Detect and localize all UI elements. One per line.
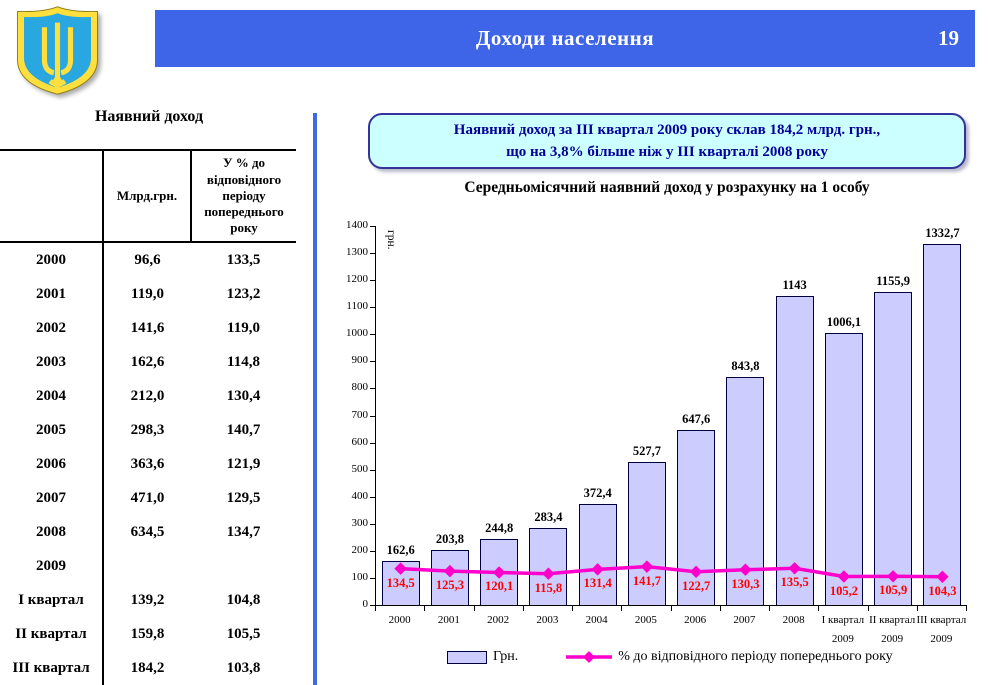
row-period-label: 2008 [36, 523, 66, 540]
trend-point [493, 566, 505, 578]
y-tick-mark [370, 226, 375, 227]
y-tick-label: 0 [362, 598, 368, 610]
row-value-pct: 129,5 [226, 489, 261, 506]
col-header-mlrd: Млрд.грн. [103, 150, 191, 242]
row-period-label: 2000 [36, 251, 66, 268]
trend-point [394, 562, 406, 574]
page-title: Доходи населення [475, 26, 655, 50]
x-tick-label-line: 2009 [930, 632, 953, 645]
x-tick-label [618, 611, 673, 630]
legend-bar-swatch [447, 651, 487, 664]
row-value-mlrd: 141,6 [103, 311, 191, 345]
x-tick-label [766, 611, 821, 630]
pct-value-label: 130,3 [731, 576, 760, 591]
row-value-pct: 105,5 [226, 625, 261, 642]
bar-value-label: 843,8 [731, 358, 760, 373]
table-row [0, 583, 296, 617]
y-tick-mark [370, 334, 375, 335]
y-tick-label: 500 [351, 462, 368, 475]
row-value-pct: 114,8 [227, 353, 260, 370]
table-row [0, 311, 296, 345]
x-tick-label [668, 611, 723, 630]
pct-value-label: 134,5 [386, 575, 415, 590]
y-tick-mark [370, 307, 375, 308]
bar-value-label: 372,4 [583, 486, 612, 501]
x-tick-label [372, 611, 427, 630]
pct-value-label: 120,1 [485, 579, 514, 594]
row-period-label: 2007 [36, 489, 66, 506]
x-tick-label-line: 2000 [388, 614, 411, 626]
row-period-label: 2009 [36, 557, 66, 574]
table-header-row [0, 150, 296, 242]
pct-value-label: 135,5 [780, 575, 809, 590]
x-tick-label-line: 2002 [487, 614, 510, 626]
y-tick-label: 900 [351, 354, 368, 367]
table-row [0, 413, 296, 447]
row-period-label: 2006 [36, 455, 66, 472]
row-value-mlrd: 471,0 [103, 481, 191, 515]
y-tick-mark [370, 524, 375, 525]
bar-value-label: 203,8 [435, 531, 464, 546]
income-table-body [0, 242, 296, 685]
pct-value-label: 122,7 [682, 578, 711, 593]
y-tick-mark [370, 443, 375, 444]
x-tick-label-line: 2005 [634, 614, 657, 626]
pct-value-label: 104,3 [928, 583, 957, 598]
row-value-mlrd: 184,2 [103, 651, 191, 685]
page-number: 19 [938, 26, 959, 50]
x-tick-label [520, 611, 575, 630]
legend-line-symbol [566, 651, 612, 663]
row-value-pct: 103,8 [226, 659, 261, 676]
y-tick-mark [370, 253, 375, 254]
bar-value-label: 162,6 [386, 542, 415, 557]
x-tick-label-line: 2007 [733, 614, 756, 626]
y-tick-label: 1200 [346, 273, 368, 286]
x-tick-label-line: 2001 [437, 614, 460, 626]
table-row [0, 481, 296, 515]
row-value-pct: 140,7 [226, 421, 261, 438]
x-tick-label-line: ІІІ квартал [916, 614, 967, 626]
row-value-pct: 104,8 [226, 591, 261, 608]
y-tick-label: 700 [351, 408, 368, 421]
legend-item-bars [447, 649, 518, 665]
pct-value-label: 105,9 [879, 583, 908, 598]
row-value-pct: 133,5 [226, 251, 261, 268]
ukraine-shield-icon [9, 4, 106, 97]
income-table [0, 149, 296, 685]
row-period-label: 2003 [36, 353, 66, 370]
x-tick-label [569, 611, 624, 630]
y-tick-mark [370, 578, 375, 579]
x-tick-label-line: 2006 [684, 614, 707, 626]
row-value-pct: 121,9 [226, 455, 261, 472]
y-tick-mark [370, 551, 375, 552]
trend-point [444, 565, 456, 577]
y-tick-label: 1000 [346, 327, 368, 340]
row-value-mlrd: 139,2 [103, 583, 191, 617]
pct-value-label: 115,8 [534, 580, 563, 595]
row-value-pct: 123,2 [226, 285, 261, 302]
bar-value-label: 283,4 [534, 510, 563, 525]
table-row [0, 515, 296, 549]
highlight-callout [368, 113, 966, 169]
table-title: Наявний доход [94, 108, 204, 125]
row-value-pct: 119,0 [227, 319, 260, 336]
y-tick-mark [370, 416, 375, 417]
row-value-mlrd: 363,6 [103, 447, 191, 481]
row-period-label: ІІІ квартал [12, 659, 90, 676]
trend-line [376, 226, 967, 605]
pct-value-label: 141,7 [632, 573, 661, 588]
pct-value-label: 105,2 [829, 583, 858, 598]
x-tick-label-line: 2009 [881, 632, 904, 645]
row-value-mlrd: 298,3 [103, 413, 191, 447]
bar-value-label: 1332,7 [925, 226, 960, 241]
y-tick-label: 200 [351, 543, 368, 556]
trend-point [838, 570, 850, 582]
trend-point [641, 560, 653, 572]
col-header-pct: У % до відповідного періоду попереднього року [191, 150, 296, 242]
bar-value-label: 244,8 [485, 520, 514, 535]
pct-value-label: 125,3 [435, 578, 464, 593]
col-header-period [0, 150, 103, 242]
chart-title: Середньомісячний наявний доход у розрахунку на 1 особу [464, 179, 870, 196]
x-tick-label-line: 2004 [585, 614, 608, 626]
callout-line2: що на 3,8% більше ніж у ІІІ кварталі 2008 року [506, 144, 828, 160]
x-tick-label-line: І квартал [821, 614, 865, 626]
vertical-divider [313, 113, 317, 685]
coat-of-arms [9, 4, 106, 97]
row-period-label: ІІ квартал [15, 625, 87, 642]
row-value-mlrd: 96,6 [103, 242, 191, 277]
bar-value-label: 647,6 [682, 411, 711, 426]
bar-value-label: 1155,9 [876, 274, 910, 289]
income-table-panel [0, 108, 298, 685]
row-value-pct: 130,4 [226, 387, 261, 404]
table-row [0, 651, 296, 685]
legend-item-line [566, 649, 892, 665]
table-row [0, 447, 296, 481]
y-tick-label: 1300 [346, 246, 368, 259]
x-tick-label-line: 2003 [536, 614, 559, 626]
bar-value-label: 1006,1 [826, 314, 862, 329]
table-row [0, 549, 296, 583]
row-value-mlrd [103, 549, 191, 583]
x-tick-label [815, 611, 870, 648]
table-row [0, 379, 296, 413]
table-row [0, 242, 296, 277]
row-value-mlrd: 212,0 [103, 379, 191, 413]
bar-value-label: 1143 [782, 277, 807, 292]
x-tick-label-line: ІІ квартал [869, 614, 916, 626]
x-tick-label [914, 611, 969, 648]
y-axis-label: грн. [385, 230, 397, 250]
row-period-label: 2002 [36, 319, 66, 336]
plot-area [375, 226, 967, 606]
trend-point [542, 567, 554, 579]
y-tick-label: 800 [351, 381, 368, 394]
row-period-label: І квартал [18, 591, 84, 608]
callout-line1: Наявний доход за ІІІ квартал 2009 року склав 184,2 млрд. грн., [453, 121, 881, 138]
x-tick-label [471, 611, 526, 630]
trend-point [936, 571, 948, 583]
x-tick-label [717, 611, 772, 630]
table-row [0, 345, 296, 379]
row-value-mlrd: 162,6 [103, 345, 191, 379]
row-value-mlrd: 159,8 [103, 617, 191, 651]
trend-point [887, 570, 899, 582]
row-period-label: 2001 [36, 285, 66, 302]
pct-value-label: 131,4 [583, 576, 612, 591]
table-row [0, 277, 296, 311]
bar-value-label: 527,7 [632, 444, 661, 459]
chart-legend [375, 649, 966, 665]
row-value-pct [191, 549, 296, 583]
trend-point [739, 563, 751, 575]
y-tick-mark [370, 361, 375, 362]
y-tick-mark [370, 497, 375, 498]
row-period-label: 2004 [36, 387, 66, 404]
x-tick-label [421, 611, 476, 630]
y-tick-mark [370, 280, 375, 281]
trend-point [788, 562, 800, 574]
row-value-mlrd: 634,5 [103, 515, 191, 549]
y-tick-label: 1400 [346, 219, 368, 231]
trend-point [690, 566, 702, 578]
y-tick-mark [370, 470, 375, 471]
row-period-label: 2005 [36, 421, 66, 438]
row-value-pct: 134,7 [226, 523, 261, 540]
x-tick-label-line: 2008 [782, 614, 805, 626]
legend-bar-label: Грн. [493, 649, 519, 664]
table-row [0, 617, 296, 651]
x-tick-label [865, 611, 920, 648]
trend-point [591, 563, 603, 575]
y-tick-label: 400 [351, 489, 368, 502]
y-tick-label: 100 [351, 570, 368, 583]
row-value-mlrd: 119,0 [103, 277, 191, 311]
chart-area [330, 212, 986, 682]
y-tick-label: 600 [351, 435, 368, 448]
x-tick-label-line: 2009 [831, 632, 854, 645]
y-tick-mark [370, 388, 375, 389]
y-tick-label: 300 [351, 516, 368, 529]
header-bar [155, 10, 975, 67]
y-tick-label: 1100 [346, 300, 368, 313]
legend-line-label: % до відповідного періоду попереднього року [618, 649, 893, 664]
